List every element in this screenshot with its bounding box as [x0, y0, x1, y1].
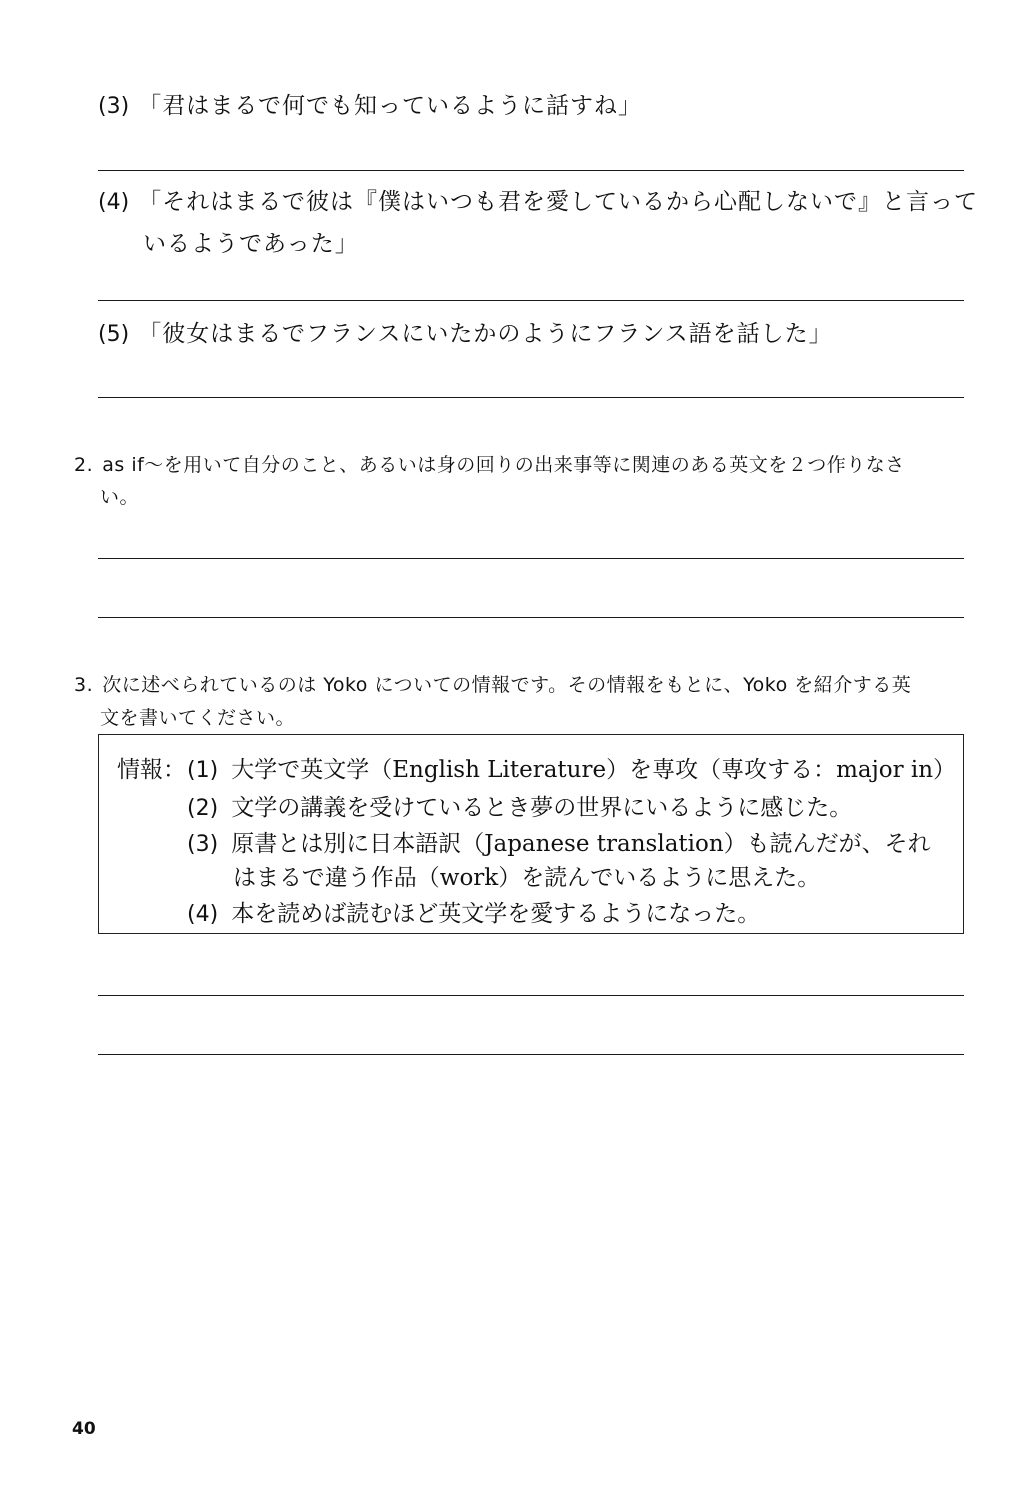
info-entry-text: 原書とは別に日本語訳（Japanese translation）も読んだが、それ: [231, 831, 931, 857]
question-text-line-1: as if～を用いて自分のこと、あるいは身の回りの出来事等に関連のある英文を２つ作りなさ: [102, 454, 905, 476]
answer-line[interactable]: [98, 558, 964, 559]
exercise-item-3: [98, 87, 642, 120]
exercise-item-5: [98, 315, 833, 348]
info-entry-number: (2): [187, 796, 219, 821]
info-entry: [187, 895, 760, 928]
answer-line[interactable]: [98, 300, 964, 301]
question-number: 3.: [74, 674, 94, 696]
item-number: (5): [98, 322, 130, 347]
info-entry: [187, 789, 852, 822]
item-number: (4): [98, 190, 130, 215]
question-2: [74, 450, 905, 477]
info-entry-number: (4): [187, 902, 219, 927]
info-entry-text: 文学の講義を受けているとき夢の世界にいるように感じた。: [231, 795, 853, 821]
info-box: [98, 734, 964, 934]
info-entry: [187, 825, 931, 858]
answer-line[interactable]: [98, 617, 964, 618]
question-3: [74, 670, 911, 697]
info-entry-text: 本を読めば読むほど英文学を愛するようになった。: [231, 901, 761, 927]
item-prompt: 「君はまるで何でも知っているように話すね」: [138, 93, 643, 119]
answer-line[interactable]: [98, 397, 964, 398]
info-entry-number: (1): [187, 758, 219, 783]
info-entry: [187, 751, 956, 784]
page-number: 40: [72, 1419, 96, 1439]
item-number: (3): [98, 94, 130, 119]
answer-line[interactable]: [98, 1054, 964, 1055]
exercise-item-4: [98, 183, 978, 216]
question-number: 2.: [74, 454, 94, 476]
info-entry-continuation: はまるで違う作品（work）を読んでいるように思えた。: [233, 865, 821, 891]
answer-line[interactable]: [98, 995, 964, 996]
item-prompt-line-1: 「それはまるで彼は『僕はいつも君を愛しているから心配しないで』と言って: [138, 189, 979, 215]
item-prompt-line-2: いるようであった」: [143, 231, 359, 257]
item-prompt: 「彼女はまるでフランスにいたかのようにフランス語を話した」: [138, 321, 833, 347]
answer-line[interactable]: [98, 170, 964, 171]
question-text-line-2: 文を書いてください。: [100, 707, 296, 729]
question-text-line-1: 次に述べられているのは Yoko についての情報です。その情報をもとに、Yoko を紹介する英: [102, 674, 912, 696]
info-entry-number: (3): [187, 832, 219, 857]
info-entry-text: 大学で英文学（English Literature）を専攻（専攻する：major in）: [231, 757, 957, 783]
question-text-line-2: い。: [100, 486, 140, 508]
info-label: 情報：: [117, 757, 186, 783]
